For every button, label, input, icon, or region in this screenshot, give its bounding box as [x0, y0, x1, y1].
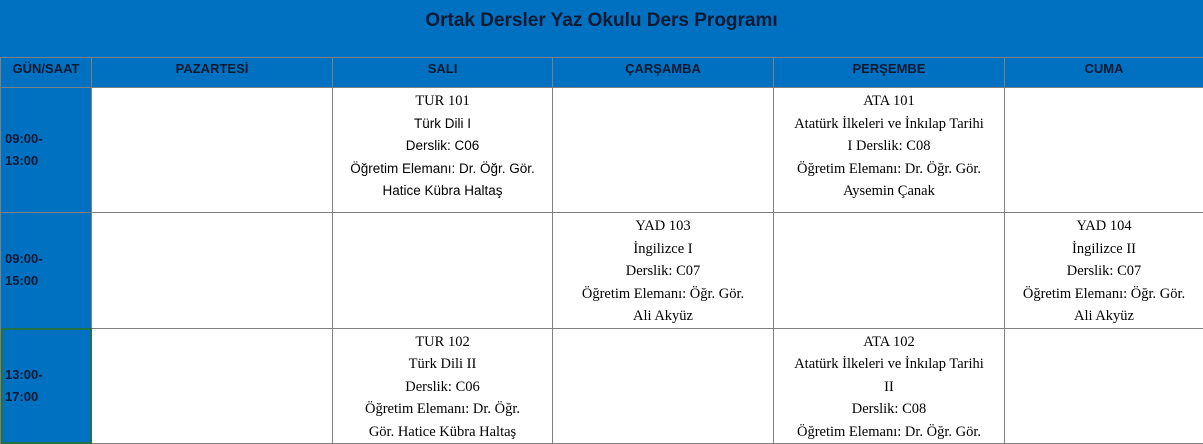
- time-start: 09:00-: [5, 131, 43, 146]
- thursday-cell[interactable]: [774, 328, 1005, 444]
- course-code: TUR 102: [333, 331, 552, 354]
- table-row: [1, 213, 1203, 329]
- header-row: [1, 58, 1203, 88]
- course-room: Derslik: C07: [1005, 260, 1203, 283]
- course-room: Derslik: C06: [333, 135, 552, 158]
- course-instructor-title: Öğretim Elemanı: Dr. Öğr. Gör.: [333, 158, 552, 181]
- thursday-cell[interactable]: [774, 88, 1005, 213]
- monday-cell[interactable]: [92, 213, 333, 329]
- time-end: 17:00: [5, 389, 38, 404]
- thursday-cell[interactable]: [774, 213, 1005, 329]
- friday-cell[interactable]: [1005, 328, 1203, 444]
- course-instructor-title: Öğretim Elemanı: Dr. Öğr.: [333, 398, 552, 421]
- table-row: [1, 328, 1203, 444]
- time-slot-cell[interactable]: [1, 328, 92, 444]
- friday-cell[interactable]: [1005, 213, 1203, 329]
- course-instructor-title: Öğretim Elemanı: Dr. Öğr. Gör.: [774, 158, 1004, 181]
- course-code: YAD 103: [553, 215, 773, 238]
- course-instructor: Ali Akyüz: [553, 305, 773, 328]
- header-wednesday[interactable]: ÇARŞAMBA: [553, 58, 774, 88]
- course-code: ATA 101: [774, 90, 1004, 113]
- time-slot-cell[interactable]: [1, 88, 92, 213]
- header-tuesday[interactable]: SALI: [333, 58, 553, 88]
- time-start: 09:00-: [5, 251, 43, 266]
- time-start: 13:00-: [5, 367, 43, 382]
- course-room: II: [774, 376, 1004, 399]
- course-code: TUR 101: [333, 90, 552, 113]
- tuesday-cell[interactable]: [333, 88, 553, 213]
- header-thursday[interactable]: PERŞEMBE: [774, 58, 1005, 88]
- time-slot-cell[interactable]: [1, 213, 92, 329]
- page-title: Ortak Dersler Yaz Okulu Ders Programı: [425, 10, 777, 32]
- course-code: YAD 104: [1005, 215, 1203, 238]
- wednesday-cell[interactable]: [553, 213, 774, 329]
- course-name: Atatürk İlkeleri ve İnkılap Tarihi: [774, 353, 1004, 376]
- time-end: 13:00: [5, 153, 38, 168]
- header-monday[interactable]: PAZARTESİ: [92, 58, 333, 88]
- tuesday-cell[interactable]: [333, 213, 553, 329]
- tuesday-cell[interactable]: [333, 328, 553, 444]
- course-instructor-title: Öğretim Elemanı: Öğr. Gör.: [553, 283, 773, 306]
- course-instructor-title: Öğretim Elemanı: Öğr. Gör.: [1005, 283, 1203, 306]
- wednesday-cell[interactable]: [553, 328, 774, 444]
- schedule-table: [0, 57, 1203, 444]
- time-end: 15:00: [5, 273, 38, 288]
- course-room: Derslik: C07: [553, 260, 773, 283]
- row-edge: [0, 0, 3, 57]
- monday-cell[interactable]: [92, 328, 333, 444]
- course-instructor: Öğretim Elemanı: Dr. Öğr. Gör.: [774, 421, 1004, 444]
- wednesday-cell[interactable]: [553, 88, 774, 213]
- title-cell[interactable]: [0, 0, 1203, 58]
- course-name: İngilizce II: [1005, 238, 1203, 261]
- course-name: Türk Dili II: [333, 353, 552, 376]
- table-row: [1, 88, 1203, 213]
- header-time[interactable]: GÜN/SAAT: [1, 58, 92, 88]
- course-instructor: Gör. Hatice Kübra Haltaş: [333, 421, 552, 444]
- course-room: Derslik: C06: [333, 376, 552, 399]
- course-room: I Derslik: C08: [774, 135, 1004, 158]
- header-friday[interactable]: CUMA: [1005, 58, 1203, 88]
- monday-cell[interactable]: [92, 88, 333, 213]
- course-code: ATA 102: [774, 331, 1004, 354]
- friday-cell[interactable]: [1005, 88, 1203, 213]
- course-instructor-title: Derslik: C08: [774, 398, 1004, 421]
- course-name: Atatürk İlkeleri ve İnkılap Tarihi: [774, 113, 1004, 136]
- course-instructor: Aysemin Çanak: [774, 180, 1004, 203]
- course-instructor: Ali Akyüz: [1005, 305, 1203, 328]
- course-instructor: Hatice Kübra Haltaş: [333, 180, 552, 203]
- course-name: İngilizce I: [553, 238, 773, 261]
- course-name: Türk Dili I: [333, 113, 552, 136]
